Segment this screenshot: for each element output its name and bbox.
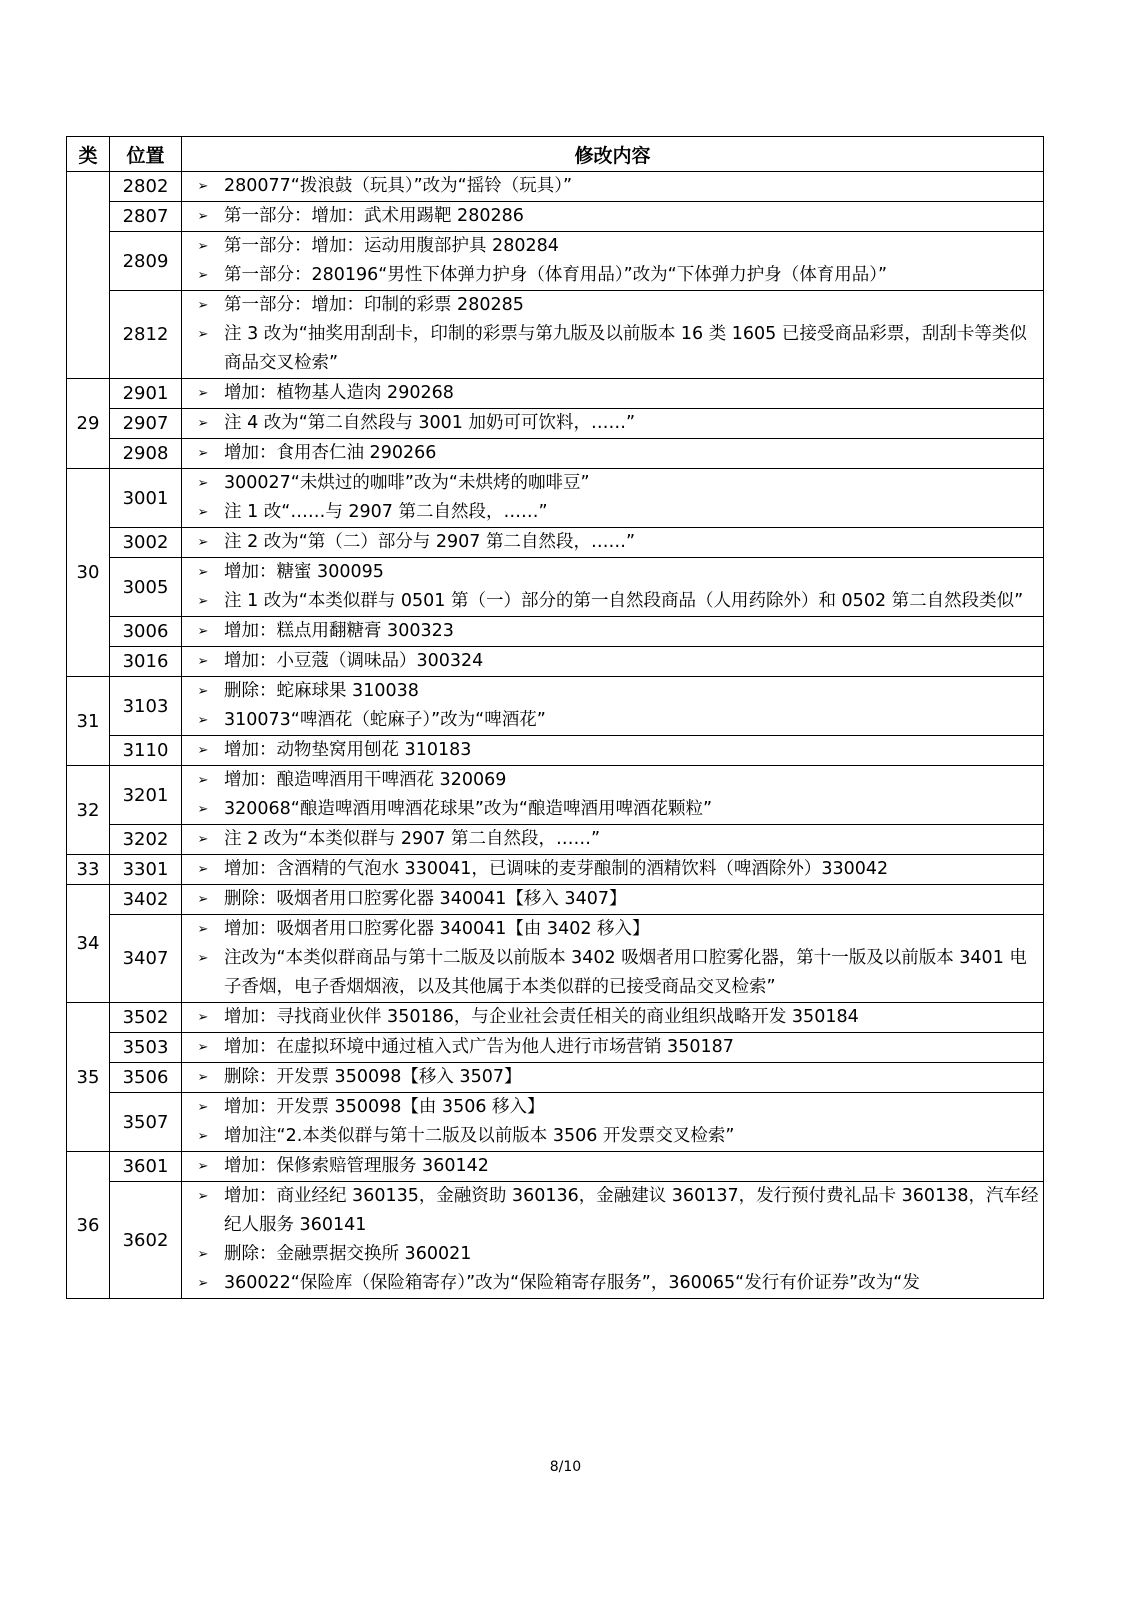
content-text: 注 2 改为“本类似群与 2907 第二自然段，……” [224,829,601,849]
content-text: 注 3 改为“抽奖用刮刮卡，印制的彩票与第九版及以前版本 16 类 1605 已接受商品彩票，刮刮卡等类似商品交叉检索” [224,324,1027,373]
arrow-bullet-icon: ➢ [197,1129,209,1144]
position-cell: 2907 [110,409,182,439]
arrow-bullet-icon: ➢ [197,505,209,520]
content-cell [182,766,1044,825]
content-text: 280077“拨浪鼓（玩具）”改为“摇铃（玩具）” [224,176,573,196]
content-line [182,528,1043,557]
content-cell [182,439,1044,469]
content-line [182,498,1043,527]
position-cell: 3503 [110,1033,182,1063]
content-text: 注 1 改为“本类似群与 0501 第（一）部分的第一自然段商品（人用药除外）和 0502 第二自然段类似” [224,591,1024,611]
arrow-bullet-icon: ➢ [197,862,209,877]
content-text: 300027“未烘过的咖啡”改为“未烘烤的咖啡豆” [224,473,590,493]
content-line [182,1122,1043,1151]
content-line [182,1003,1043,1032]
table-row [67,1033,1044,1063]
position-cell: 3006 [110,617,182,647]
arrow-bullet-icon: ➢ [197,802,209,817]
table-row [67,409,1044,439]
table-row [67,1182,1044,1299]
table-row [67,469,1044,528]
content-line [182,1240,1043,1269]
position-cell: 2802 [110,172,182,202]
content-cell [182,379,1044,409]
content-text: 注改为“本类似群商品与第十二版及以前版本 3402 吸烟者用口腔雾化器，第十一版及以前版本 3401 电子香烟，电子香烟烟液，以及其他属于本类似群的已接受商品交叉检索” [224,948,1027,997]
table-row [67,677,1044,736]
content-cell [182,172,1044,202]
table-header-row [67,137,1044,172]
arrow-bullet-icon: ➢ [197,565,209,580]
arrow-bullet-icon: ➢ [197,594,209,609]
position-cell: 3506 [110,1063,182,1093]
content-text: 注 4 改为“第二自然段与 3001 加奶可可饮料，……” [224,413,636,433]
table-row [67,915,1044,1003]
table-row [67,291,1044,379]
arrow-bullet-icon: ➢ [197,654,209,669]
table-row [67,1152,1044,1182]
arrow-bullet-icon: ➢ [197,1247,209,1262]
category-cell: 34 [67,885,110,1003]
position-cell: 3110 [110,736,182,766]
content-cell [182,528,1044,558]
content-line [182,766,1043,795]
content-text: 增加：食用杏仁油 290266 [224,443,437,463]
content-line [182,409,1043,438]
category-cell [67,172,110,379]
content-cell [182,677,1044,736]
content-cell [182,647,1044,677]
content-line [182,915,1043,944]
arrow-bullet-icon: ➢ [197,446,209,461]
position-cell: 2809 [110,232,182,291]
content-line [182,617,1043,646]
content-text: 增加注“2.本类似群与第十二版及以前版本 3506 开发票交叉检索” [224,1126,735,1146]
arrow-bullet-icon: ➢ [197,327,209,342]
category-cell: 33 [67,855,110,885]
table-row [67,379,1044,409]
content-line [182,677,1043,706]
table-row [67,172,1044,202]
position-cell: 2812 [110,291,182,379]
content-line [182,1063,1043,1092]
arrow-bullet-icon: ➢ [197,684,209,699]
content-cell [182,1063,1044,1093]
content-line [182,1152,1043,1181]
position-cell: 2908 [110,439,182,469]
content-cell [182,232,1044,291]
arrow-bullet-icon: ➢ [197,743,209,758]
content-text: 删除：开发票 350098【移入 3507】 [224,1067,522,1087]
arrow-bullet-icon: ➢ [197,1159,209,1174]
content-text: 增加：含酒精的气泡水 330041，已调味的麦芽酿制的酒精饮料（啤酒除外）330042 [224,859,889,879]
arrow-bullet-icon: ➢ [197,1010,209,1025]
content-text: 增加：糖蜜 300095 [224,562,384,582]
content-line [182,1033,1043,1062]
table-row [67,617,1044,647]
content-cell [182,409,1044,439]
position-cell: 2901 [110,379,182,409]
content-cell [182,202,1044,232]
table-row [67,766,1044,825]
table-row [67,558,1044,617]
category-cell: 35 [67,1003,110,1152]
table-row [67,855,1044,885]
arrow-bullet-icon: ➢ [197,1040,209,1055]
arrow-bullet-icon: ➢ [197,922,209,937]
table-row [67,1093,1044,1152]
header-position: 位置 [110,137,182,172]
content-text: 增加：商业经纪 360135，金融资助 360136，金融建议 360137，发行预付费礼品卡 360138，汽车经纪人服务 360141 [224,1186,1039,1235]
table-body [67,172,1044,1299]
arrow-bullet-icon: ➢ [197,268,209,283]
page-number: 8/10 [549,1459,582,1475]
content-line [182,736,1043,765]
content-cell [182,617,1044,647]
content-cell [182,1003,1044,1033]
arrow-bullet-icon: ➢ [197,535,209,550]
content-cell [182,736,1044,766]
arrow-bullet-icon: ➢ [197,1189,209,1204]
content-text: 增加：在虚拟环境中通过植入式广告为他人进行市场营销 350187 [224,1037,734,1057]
category-cell: 36 [67,1152,110,1299]
content-line [182,587,1043,616]
content-text: 删除：蛇麻球果 310038 [224,681,419,701]
arrow-bullet-icon: ➢ [197,386,209,401]
content-text: 增加：糕点用翻糖膏 300323 [224,621,454,641]
content-line [182,1182,1043,1240]
content-line [182,1269,1043,1298]
content-text: 增加：寻找商业伙伴 350186，与企业社会责任相关的商业组织战略开发 350184 [224,1007,859,1027]
content-cell [182,1093,1044,1152]
position-cell: 3301 [110,855,182,885]
position-cell: 3407 [110,915,182,1003]
content-text: 第一部分：增加：印制的彩票 280285 [224,295,524,315]
category-cell: 29 [67,379,110,469]
content-line [182,469,1043,498]
content-text: 增加：小豆蔻（调味品）300324 [224,651,484,671]
arrow-bullet-icon: ➢ [197,951,209,966]
content-text: 删除：吸烟者用口腔雾化器 340041【移入 3407】 [224,889,627,909]
position-cell: 3502 [110,1003,182,1033]
content-text: 注 2 改为“第（二）部分与 2907 第二自然段，……” [224,532,636,552]
content-line [182,320,1043,378]
position-cell: 3202 [110,825,182,855]
content-cell [182,855,1044,885]
content-line [182,706,1043,735]
category-cell: 31 [67,677,110,766]
arrow-bullet-icon: ➢ [197,416,209,431]
content-line [182,558,1043,587]
content-line [182,795,1043,824]
position-cell: 3402 [110,885,182,915]
content-line [182,172,1043,201]
category-cell: 30 [67,469,110,677]
header-category: 类 [67,137,110,172]
content-text: 320068“酿造啤酒用啤酒花球果”改为“酿造啤酒用啤酒花颗粒” [224,799,713,819]
content-cell [182,1182,1044,1299]
table-row [67,1063,1044,1093]
content-text: 增加：吸烟者用口腔雾化器 340041【由 3402 移入】 [224,919,650,939]
arrow-bullet-icon: ➢ [197,209,209,224]
content-line [182,825,1043,854]
category-cell: 32 [67,766,110,855]
content-text: 第一部分：增加：运动用腹部护具 280284 [224,236,559,256]
arrow-bullet-icon: ➢ [197,239,209,254]
arrow-bullet-icon: ➢ [197,624,209,639]
content-text: 360022“保险库（保险箱寄存）”改为“保险箱寄存服务”，360065“发行有价证券”改为“发 [224,1273,920,1293]
content-text: 增加：酿造啤酒用干啤酒花 320069 [224,770,507,790]
content-text: 第一部分：增加：武术用踢靶 280286 [224,206,524,226]
arrow-bullet-icon: ➢ [197,892,209,907]
content-line [182,379,1043,408]
content-line [182,202,1043,231]
content-text: 删除：金融票据交换所 360021 [224,1244,472,1264]
content-cell [182,558,1044,617]
content-text: 第一部分：280196“男性下体弹力护身（体育用品）”改为“下体弹力护身（体育用品）” [224,265,888,285]
position-cell: 3001 [110,469,182,528]
table-row [67,825,1044,855]
content-cell [182,1033,1044,1063]
position-cell: 3103 [110,677,182,736]
table-row [67,647,1044,677]
arrow-bullet-icon: ➢ [197,1070,209,1085]
content-line [182,439,1043,468]
content-cell [182,915,1044,1003]
position-cell: 3201 [110,766,182,825]
position-cell: 3002 [110,528,182,558]
content-text: 增加：植物基人造肉 290268 [224,383,454,403]
arrow-bullet-icon: ➢ [197,1276,209,1291]
position-cell: 2807 [110,202,182,232]
content-text: 增加：动物垫窝用刨花 310183 [224,740,472,760]
content-line [182,291,1043,320]
content-line [182,647,1043,676]
arrow-bullet-icon: ➢ [197,476,209,491]
arrow-bullet-icon: ➢ [197,179,209,194]
table-row [67,232,1044,291]
table-row [67,885,1044,915]
position-cell: 3016 [110,647,182,677]
content-line [182,232,1043,261]
position-cell: 3602 [110,1182,182,1299]
table-row [67,736,1044,766]
content-cell [182,885,1044,915]
position-cell: 3601 [110,1152,182,1182]
content-line [182,944,1043,1002]
content-cell [182,1152,1044,1182]
content-text: 增加：开发票 350098【由 3506 移入】 [224,1097,545,1117]
position-cell: 3507 [110,1093,182,1152]
content-text: 注 1 改“……与 2907 第二自然段，……” [224,502,548,522]
content-text: 310073“啤酒花（蛇麻子）”改为“啤酒花” [224,710,546,730]
arrow-bullet-icon: ➢ [197,773,209,788]
arrow-bullet-icon: ➢ [197,298,209,313]
content-cell [182,291,1044,379]
header-content: 修改内容 [182,137,1044,172]
modification-table [66,136,1044,1299]
content-cell [182,825,1044,855]
content-line [182,855,1043,884]
table-row [67,1003,1044,1033]
content-line [182,261,1043,290]
arrow-bullet-icon: ➢ [197,713,209,728]
table-row [67,528,1044,558]
content-line [182,885,1043,914]
content-text: 增加：保修索赔管理服务 360142 [224,1156,489,1176]
arrow-bullet-icon: ➢ [197,832,209,847]
content-cell [182,469,1044,528]
table-row [67,439,1044,469]
table-row [67,202,1044,232]
arrow-bullet-icon: ➢ [197,1100,209,1115]
content-line [182,1093,1043,1122]
position-cell: 3005 [110,558,182,617]
